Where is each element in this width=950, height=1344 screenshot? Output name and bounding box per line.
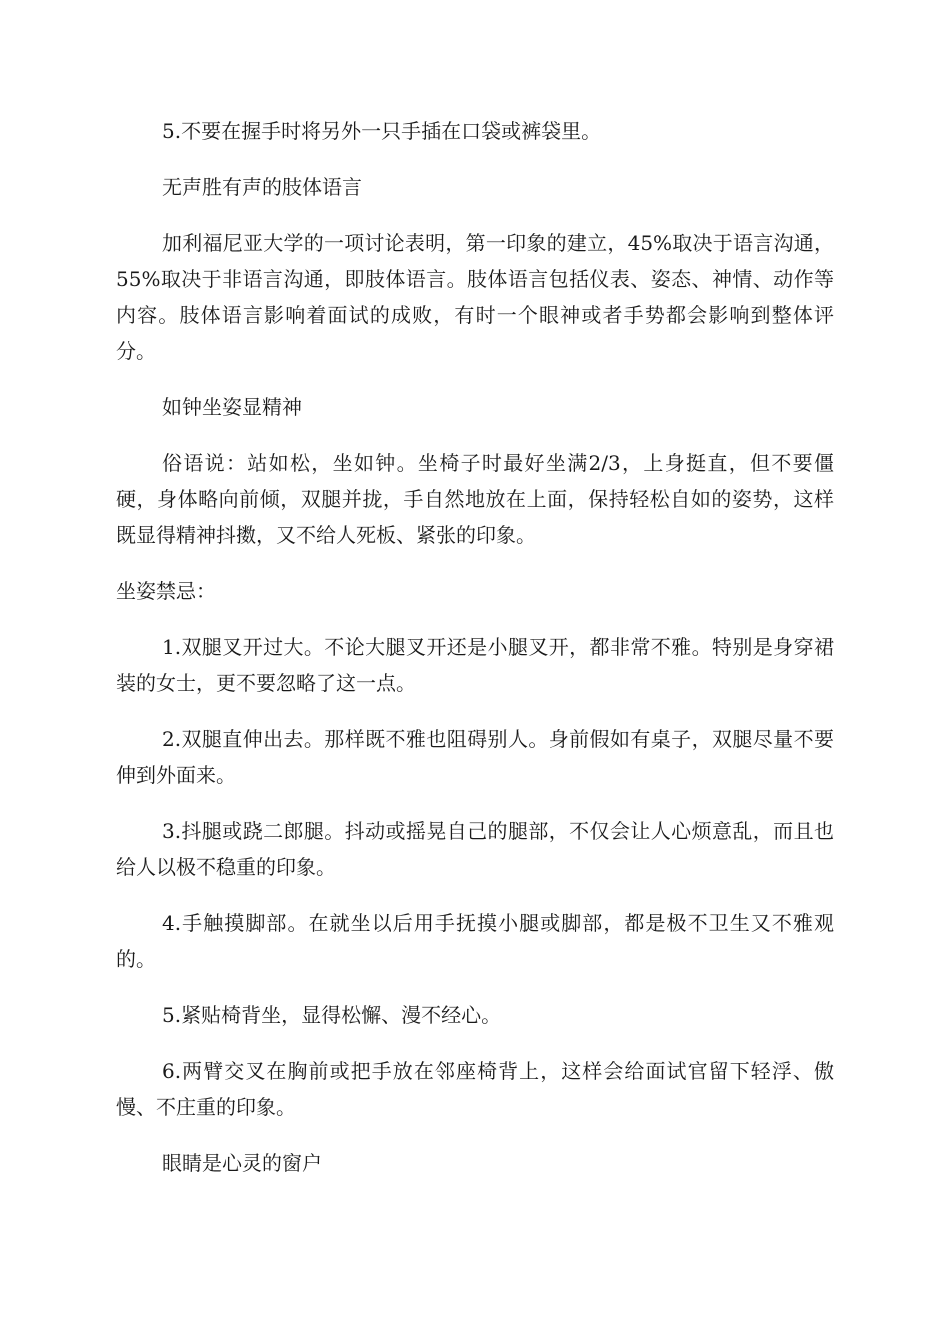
paragraph-taboo-3: 3.抖腿或跷二郎腿。抖动或摇晃自己的腿部，不仅会让人心烦意乱，而且也给人以极不稳重的印象。 — [116, 819, 834, 879]
paragraph-taboo-2: 2.双腿直伸出去。那样既不雅也阻碍别人。身前假如有桌子，双腿尽量不要伸到外面来。 — [116, 727, 834, 787]
paragraph-taboo-5: 5.紧贴椅背坐，显得松懈、漫不经心。 — [162, 1003, 502, 1027]
heading-sitting-posture: 如钟坐姿显精神 — [162, 395, 302, 419]
document-body — [116, 113, 834, 1201]
paragraph-taboo-1: 1.双腿叉开过大。不论大腿叉开还是小腿叉开，都非常不雅。特别是身穿裙装的女士，更不要忽略了这一点。 — [116, 635, 834, 695]
heading-eyes: 眼睛是心灵的窗户 — [162, 1151, 322, 1175]
heading-body-language: 无声胜有声的肢体语言 — [162, 175, 362, 199]
paragraph-handshake-tip-5: 5.不要在握手时将另外一只手插在口袋或裤袋里。 — [162, 119, 602, 143]
paragraph-taboo-6: 6.两臂交叉在胸前或把手放在邻座椅背上，这样会给面试官留下轻浮、傲慢、不庄重的印象。 — [116, 1059, 834, 1119]
paragraph-sitting-advice: 俗语说：站如松，坐如钟。坐椅子时最好坐满2/3，上身挺直，但不要僵硬，身体略向前倾，双腿并拢，手自然地放在上面，保持轻松自如的姿势，这样既显得精神抖擞，又不给人死板、紧张的印象。 — [116, 451, 834, 547]
paragraph-taboo-4: 4.手触摸脚部。在就坐以后用手抚摸小腿或脚部，都是极不卫生又不雅观的。 — [116, 911, 834, 971]
paragraph-first-impression: 加利福尼亚大学的一项讨论表明，第一印象的建立，45%取决于语言沟通，55%取决于非语言沟通，即肢体语言。肢体语言包括仪表、姿态、神情、动作等内容。肢体语言影响着面试的成败，有时一个眼神或者手势都会影响到整体评分。 — [116, 231, 834, 363]
heading-sitting-taboos: 坐姿禁忌： — [116, 579, 216, 603]
